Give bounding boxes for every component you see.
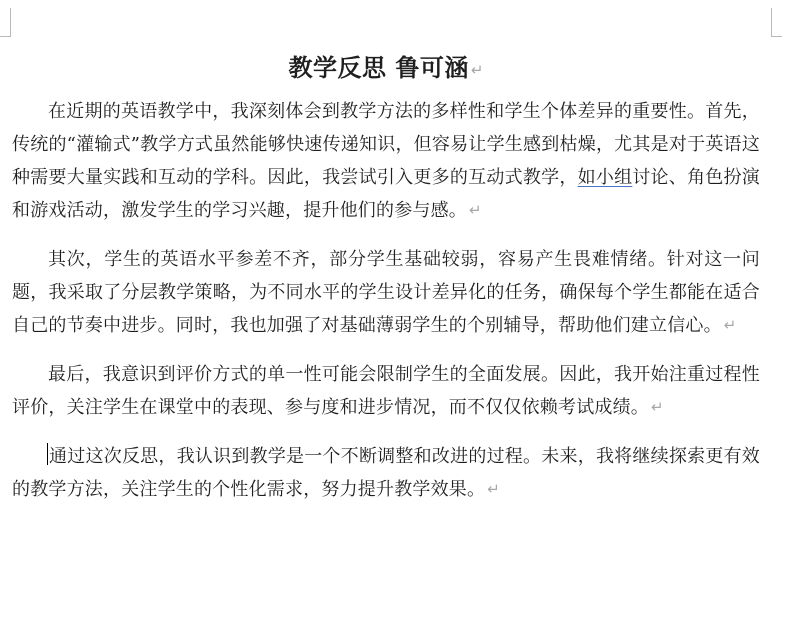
paragraph-2[interactable] bbox=[12, 243, 760, 342]
paragraph-4[interactable] bbox=[12, 440, 760, 506]
underlined-phrase: 如小组 bbox=[577, 167, 633, 188]
paragraph-1-text-end: 讨论、角色扮演和游戏活动，激发学生的学习兴趣，提升他们的参与感。 bbox=[12, 167, 760, 221]
paragraph-mark-icon: ↵ bbox=[470, 61, 484, 79]
paragraph-3[interactable] bbox=[12, 358, 760, 424]
document-title: 教学反思 鲁可涵 bbox=[288, 53, 469, 82]
paragraph-mark-icon: ↵ bbox=[651, 398, 664, 416]
paragraph-mark-icon: ↵ bbox=[723, 316, 737, 334]
paragraph-4-text: 通过这次反思，我认识到教学是一个不断调整和改进的过程。未来，我将继续探索更有效的教学方法，关注学生的个性化需求，努力提升教学效果。 bbox=[12, 446, 760, 500]
document-page[interactable] bbox=[12, 51, 760, 506]
paragraph-1-text-start: 在近期的英语教学中，我深刻体会到教学方法的多样性和学生个体差异的重要性。首先，传统的“灌输式”教学方式虽然能够快速传递知识，但容易让学生感到枯燥，尤其是对于英语这种需要大量实践和互动的学科。因此，我尝试引入更多的互动式教学， bbox=[12, 101, 760, 188]
paragraph-3-text: 最后，我意识到评价方式的单一性可能会限制学生的全面发展。因此，我开始注重过程性评价，关注学生在课堂中的表现、参与度和进步情况，而不仅仅依赖考试成绩。 bbox=[12, 364, 760, 418]
paragraph-mark-icon: ↵ bbox=[469, 201, 482, 219]
page-corner-mark-right bbox=[771, 8, 782, 37]
paragraph-2-text: 其次，学生的英语水平参差不齐，部分学生基础较弱，容易产生畏难情绪。针对这一问题，我采取了分层教学策略，为不同水平的学生设计差异化的任务，确保每个学生都能在适合自己的节奏中进步。同时，我也加强了对基础薄弱学生的个别辅导，帮助他们建立信心。 bbox=[12, 249, 760, 336]
title-line[interactable] bbox=[12, 51, 760, 85]
paragraph-mark-icon: ↵ bbox=[487, 480, 500, 498]
page-corner-mark-left bbox=[0, 8, 11, 37]
paragraph-1[interactable] bbox=[12, 95, 760, 227]
text-cursor bbox=[47, 443, 48, 465]
